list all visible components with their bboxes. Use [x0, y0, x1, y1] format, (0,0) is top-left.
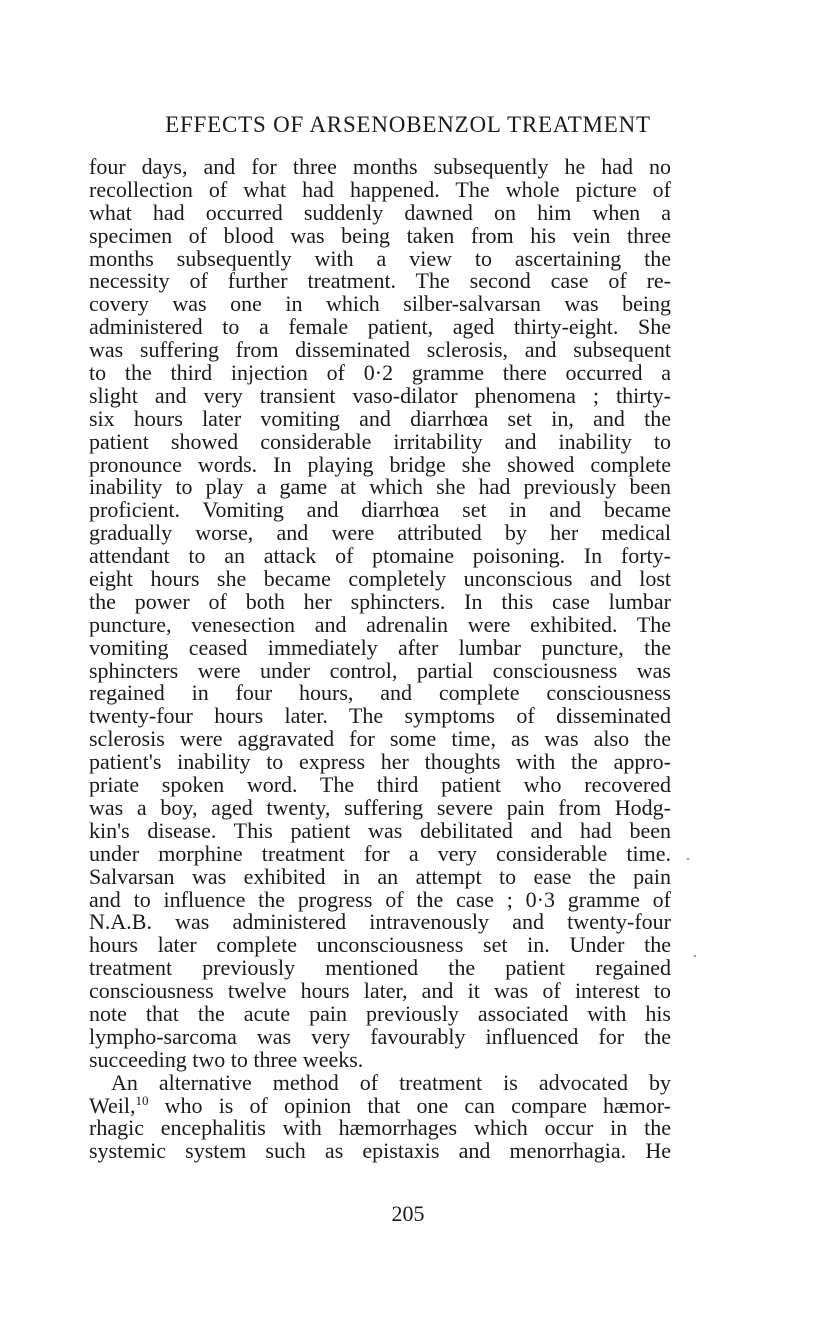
- text-line: was a boy, aged twenty, suffering severe pain from Hodg-: [89, 794, 671, 820]
- text-line: Salvarsan was exhibited in an attempt to ease the pain: [89, 863, 671, 889]
- text-line: gradually worse, and were attributed by her medical: [89, 520, 671, 546]
- text-line: necessity of further treatment. The second case of re-: [89, 268, 671, 294]
- text-line: regained in four hours, and complete consciousness: [89, 680, 671, 706]
- print-speck: [687, 858, 689, 860]
- text-line: four days, and for three months subsequently he had no: [89, 154, 671, 179]
- text-run: who is of opinion that one can compare hæmor-: [148, 1092, 671, 1118]
- text-line: recollection of what had happened. The whole picture of: [89, 176, 671, 202]
- text-line: inability to play a game at which she had previously been: [89, 474, 671, 500]
- text-line: months subsequently with a view to ascertaining the: [89, 245, 671, 271]
- text-line: An alternative method of treatment is advocated by: [111, 1069, 671, 1095]
- text-line: vomiting ceased immediately after lumbar puncture, the: [89, 634, 671, 660]
- author-reference: Weil,: [89, 1092, 136, 1118]
- text-line: sphincters were under control, partial consciousness was: [89, 657, 671, 683]
- text-line: treatment previously mentioned the patient regained: [89, 955, 671, 981]
- text-line: to the third injection of 0·2 gramme there occurred a: [89, 360, 671, 386]
- text-line: priate spoken word. The third patient who recovered: [89, 772, 671, 798]
- text-line: and to influence the progress of the case ; 0·3 gramme of: [89, 886, 671, 912]
- footnote-marker: 10: [135, 1092, 149, 1108]
- text-line: consciousness twelve hours later, and it was of interest to: [89, 978, 671, 1004]
- paragraph: [89, 1069, 671, 1164]
- text-line: N.A.B. was administered intravenously and twenty-four: [89, 909, 671, 935]
- text-line: sclerosis were aggravated for some time, as was also the: [89, 726, 671, 752]
- text-line: specimen of blood was being taken from his vein three: [89, 222, 671, 248]
- text-line: kin's disease. This patient was debilitated and had been: [89, 817, 671, 843]
- text-line: rhagic encephalitis with hæmorrhages which occur in the: [89, 1115, 671, 1141]
- text-line: patient's inability to express her thoughts with the appro-: [89, 749, 671, 775]
- text-line: the power of both her sphincters. In this case lumbar: [89, 588, 671, 614]
- text-line: attendant to an attack of ptomaine poisoning. In forty-: [89, 543, 671, 569]
- text-line: administered to a female patient, aged thirty-eight. She: [89, 314, 671, 340]
- text-line: was suffering from disseminated sclerosis, and subsequent: [89, 337, 671, 363]
- paragraph: [89, 156, 671, 1072]
- text-line: twenty-four hours later. The symptoms of disseminated: [89, 703, 671, 729]
- text-line: slight and very transient vaso-dilator phenomena ; thirty-: [89, 382, 671, 408]
- text-line: covery was one in which silber-salvarsan was being: [89, 291, 671, 317]
- text-line: six hours later vomiting and diarrhœa set in, and the: [89, 405, 671, 431]
- print-speck: [694, 955, 696, 957]
- text-line: proficient. Vomiting and diarrhœa set in and became: [89, 497, 671, 523]
- running-head: EFFECTS OF ARSENOBENZOL TREATMENT: [165, 112, 651, 137]
- text-line: pronounce words. In playing bridge she showed complete: [89, 451, 671, 477]
- text-line: hours later complete unconsciousness set in. Under the: [89, 932, 671, 958]
- text-line: lympho-sarcoma was very favourably influenced for the: [89, 1023, 671, 1049]
- body-text: [89, 156, 671, 1163]
- text-line: systemic system such as epistaxis and menorrhagia. He: [89, 1138, 671, 1164]
- text-line: what had occurred suddenly dawned on him when a: [89, 199, 671, 225]
- text-line: eight hours she became completely unconscious and lost: [89, 566, 671, 592]
- text-line: succeeding two to three weeks.: [89, 1046, 364, 1072]
- text-line: under morphine treatment for a very considerable time.: [89, 840, 671, 866]
- page-number: 205: [391, 1201, 425, 1226]
- text-line: [89, 1092, 671, 1118]
- text-line: patient showed considerable irritability and inability to: [89, 428, 671, 454]
- text-line: note that the acute pain previously associated with his: [89, 1000, 671, 1026]
- text-line: puncture, venesection and adrenalin were exhibited. The: [89, 611, 671, 637]
